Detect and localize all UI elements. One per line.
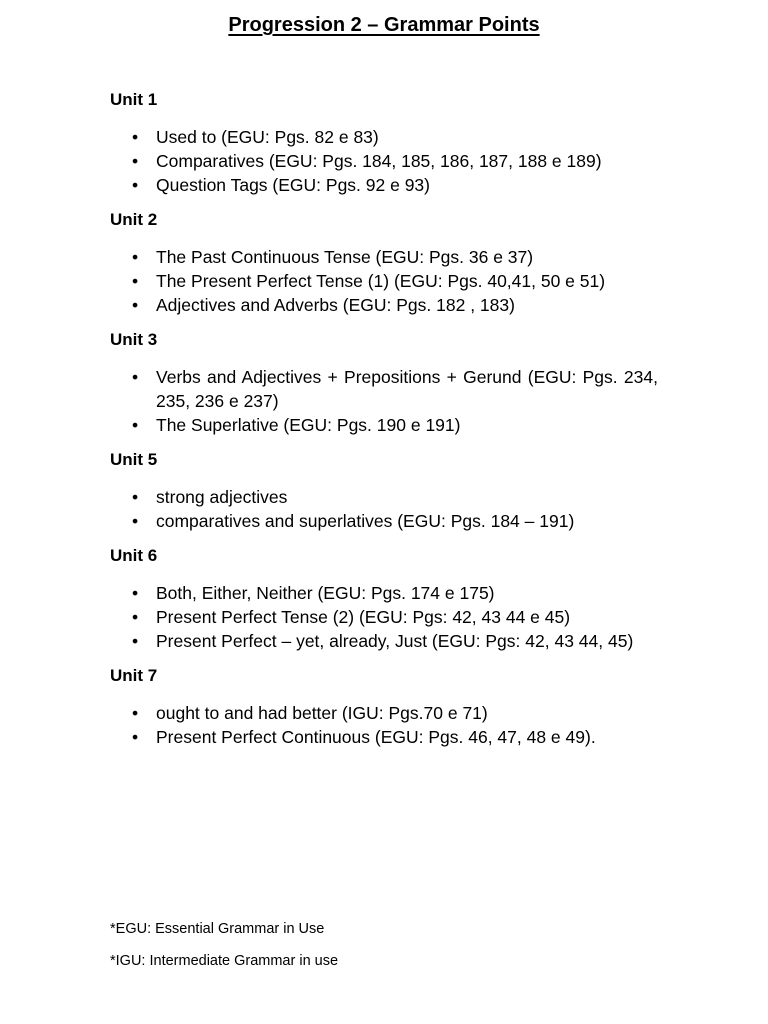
grammar-point-text: Comparatives (EGU: Pgs. 184, 185, 186, 187, 188 e 189) xyxy=(156,151,602,171)
footnote-egu: *EGU: Essential Grammar in Use xyxy=(110,921,325,937)
page-title: Progression 2 – Grammar Points xyxy=(228,14,540,36)
list-item xyxy=(110,365,658,413)
bullet-icon: • xyxy=(132,175,139,195)
bullet-icon: • xyxy=(132,631,139,651)
bullet-icon: • xyxy=(132,271,139,291)
unit-points-list xyxy=(110,245,658,317)
list-item xyxy=(110,149,658,173)
grammar-point-text: ought to and had better (IGU: Pgs.70 e 71) xyxy=(156,703,488,723)
unit-heading: Unit 3 xyxy=(110,330,158,349)
unit-heading: Unit 2 xyxy=(110,210,158,229)
grammar-point-text: Present Perfect – yet, already, Just (EGU: Pgs: 42, 43 44, 45) xyxy=(156,631,634,651)
list-item xyxy=(110,629,658,653)
list-item xyxy=(110,293,658,317)
list-item xyxy=(110,701,658,725)
bullet-icon: • xyxy=(132,151,139,171)
bullet-icon: • xyxy=(132,415,139,435)
unit-heading: Unit 6 xyxy=(110,546,158,565)
grammar-point-text: The Superlative (EGU: Pgs. 190 e 191) xyxy=(156,415,461,435)
bullet-icon: • xyxy=(132,607,139,627)
grammar-point-text: comparatives and superlatives (EGU: Pgs. 184 – 191) xyxy=(156,511,575,531)
list-item xyxy=(110,173,658,197)
grammar-point-text: Present Perfect Continuous (EGU: Pgs. 46, 47, 48 e 49). xyxy=(156,727,596,747)
list-item xyxy=(110,509,658,533)
unit-points-list xyxy=(110,365,658,437)
list-item xyxy=(110,485,658,509)
bullet-icon: • xyxy=(132,727,139,747)
bullet-icon: • xyxy=(132,703,139,723)
grammar-point-text: The Past Continuous Tense (EGU: Pgs. 36 e 37) xyxy=(156,247,534,267)
grammar-point-text: Adjectives and Adverbs (EGU: Pgs. 182 , 183) xyxy=(156,295,515,315)
unit-heading: Unit 7 xyxy=(110,666,158,685)
footnote-igu: *IGU: Intermediate Grammar in use xyxy=(110,953,339,969)
grammar-point-text: Question Tags (EGU: Pgs. 92 e 93) xyxy=(156,175,430,195)
grammar-point-text: Used to (EGU: Pgs. 82 e 83) xyxy=(156,127,379,147)
grammar-point-text: The Present Perfect Tense (1) (EGU: Pgs. 40,41, 50 e 51) xyxy=(156,271,606,291)
list-item xyxy=(110,581,658,605)
bullet-icon: • xyxy=(132,367,139,387)
grammar-point-text: Both, Either, Neither (EGU: Pgs. 174 e 175) xyxy=(156,583,495,603)
grammar-point-text: Present Perfect Tense (2) (EGU: Pgs: 42, 43 44 e 45) xyxy=(156,607,571,627)
list-item xyxy=(110,605,658,629)
bullet-icon: • xyxy=(132,295,139,315)
unit-points-list xyxy=(110,701,658,749)
list-item xyxy=(110,269,658,293)
unit-points-list xyxy=(110,485,658,533)
bullet-icon: • xyxy=(132,247,139,267)
bullet-icon: • xyxy=(132,511,139,531)
list-item xyxy=(110,245,658,269)
list-item xyxy=(110,725,658,749)
unit-points-list xyxy=(110,125,658,197)
bullet-icon: • xyxy=(132,583,139,603)
unit-points-list xyxy=(110,581,658,653)
bullet-icon: • xyxy=(132,487,139,507)
unit-heading: Unit 1 xyxy=(110,90,158,109)
bullet-icon: • xyxy=(132,127,139,147)
unit-heading: Unit 5 xyxy=(110,450,158,469)
grammar-point-text: strong adjectives xyxy=(156,487,288,507)
list-item xyxy=(110,413,658,437)
list-item xyxy=(110,125,658,149)
grammar-point-text: Verbs and Adjectives + Prepositions + Gerund (EGU: Pgs. 234, 235, 236 e 237) xyxy=(156,367,658,411)
grammar-points-list xyxy=(110,90,658,762)
